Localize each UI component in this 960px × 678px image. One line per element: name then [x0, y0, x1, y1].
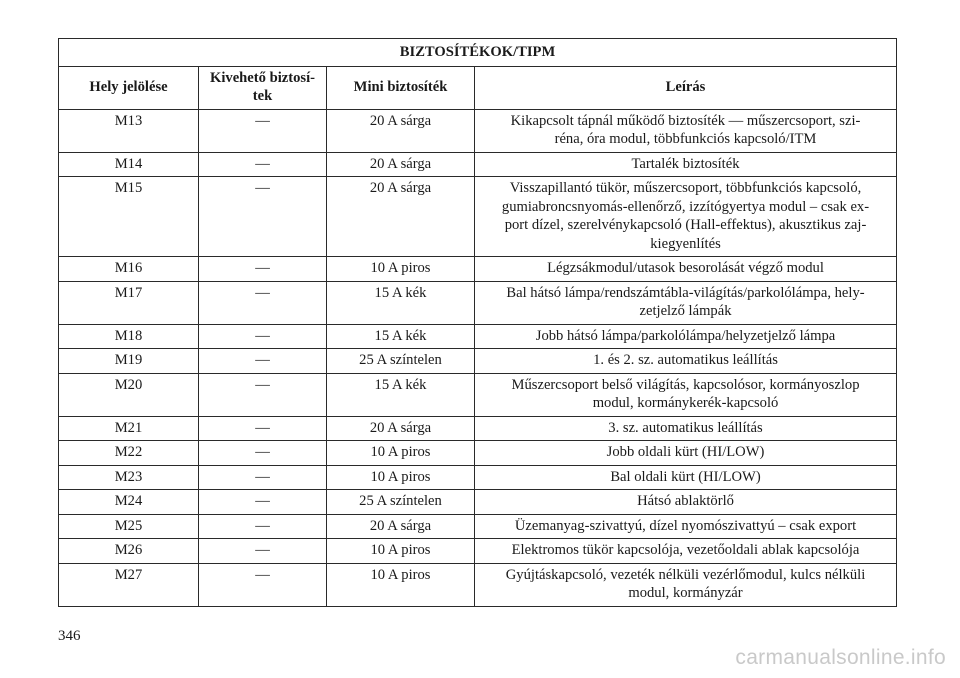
cell-cartridge-fuse: — — [199, 416, 327, 441]
cell-description: Jobb hátsó lámpa/parkolólámpa/helyzetjelző lámpa — [475, 324, 897, 349]
table-row — [59, 465, 897, 490]
header-row — [59, 66, 897, 109]
header-mini-fuse: Mini biztosíték — [327, 66, 475, 109]
cell-cartridge-fuse: — — [199, 109, 327, 152]
cell-cartridge-fuse: — — [199, 373, 327, 416]
cell-cartridge-fuse: — — [199, 514, 327, 539]
cell-description: Üzemanyag-szivattyú, dízel nyomószivattyú – csak export — [475, 514, 897, 539]
cell-location: M22 — [59, 441, 199, 466]
table-row — [59, 349, 897, 374]
cell-location: M18 — [59, 324, 199, 349]
table-title: BIZTOSÍTÉKOK/TIPM — [59, 39, 897, 67]
cell-location: M27 — [59, 563, 199, 606]
cell-mini-fuse: 15 A kék — [327, 281, 475, 324]
cell-location: M15 — [59, 177, 199, 257]
cell-location: M16 — [59, 257, 199, 282]
cell-mini-fuse: 10 A piros — [327, 257, 475, 282]
table-row — [59, 257, 897, 282]
cell-description: Jobb oldali kürt (HI/LOW) — [475, 441, 897, 466]
cell-location: M14 — [59, 152, 199, 177]
cell-cartridge-fuse: — — [199, 324, 327, 349]
cell-cartridge-fuse: — — [199, 281, 327, 324]
cell-location: M25 — [59, 514, 199, 539]
header-location: Hely jelölése — [59, 66, 199, 109]
cell-description: 1. és 2. sz. automatikus leállítás — [475, 349, 897, 374]
cell-mini-fuse: 10 A piros — [327, 539, 475, 564]
cell-cartridge-fuse: — — [199, 257, 327, 282]
cell-mini-fuse: 25 A színtelen — [327, 490, 475, 515]
cell-location: M17 — [59, 281, 199, 324]
cell-mini-fuse: 20 A sárga — [327, 514, 475, 539]
cell-mini-fuse: 20 A sárga — [327, 177, 475, 257]
cell-cartridge-fuse: — — [199, 490, 327, 515]
cell-cartridge-fuse: — — [199, 177, 327, 257]
table-row — [59, 152, 897, 177]
cell-mini-fuse: 25 A színtelen — [327, 349, 475, 374]
table-body — [59, 109, 897, 606]
cell-mini-fuse: 15 A kék — [327, 373, 475, 416]
cell-mini-fuse: 10 A piros — [327, 465, 475, 490]
table-row — [59, 441, 897, 466]
cell-mini-fuse: 20 A sárga — [327, 109, 475, 152]
cell-location: M23 — [59, 465, 199, 490]
cell-cartridge-fuse: — — [199, 539, 327, 564]
table-row — [59, 177, 897, 257]
cell-description: Bal hátsó lámpa/rendszámtábla-világítás/parkolólámpa, hely- zetjelző lámpák — [475, 281, 897, 324]
cell-location: M19 — [59, 349, 199, 374]
cell-description: Kikapcsolt tápnál működő biztosíték — műszercsoport, szi- réna, óra modul, többfunkciós kapcsoló/ITM — [475, 109, 897, 152]
cell-mini-fuse: 10 A piros — [327, 563, 475, 606]
table-row — [59, 563, 897, 606]
cell-cartridge-fuse: — — [199, 465, 327, 490]
cell-location: M26 — [59, 539, 199, 564]
cell-location: M13 — [59, 109, 199, 152]
table-row — [59, 514, 897, 539]
fuse-table — [58, 38, 897, 607]
cell-description: Tartalék biztosíték — [475, 152, 897, 177]
table-row — [59, 490, 897, 515]
cell-location: M24 — [59, 490, 199, 515]
cell-location: M20 — [59, 373, 199, 416]
header-cartridge-fuse: Kivehető biztosí- tek — [199, 66, 327, 109]
watermark: carmanualsonline.info — [735, 646, 946, 669]
table-row — [59, 373, 897, 416]
cell-description: Hátsó ablaktörlő — [475, 490, 897, 515]
table-row — [59, 109, 897, 152]
cell-cartridge-fuse: — — [199, 563, 327, 606]
cell-cartridge-fuse: — — [199, 152, 327, 177]
header-description: Leírás — [475, 66, 897, 109]
cell-description: Műszercsoport belső világítás, kapcsolósor, kormányoszlop modul, kormánykerék-kapcsoló — [475, 373, 897, 416]
page-number: 346 — [58, 628, 81, 644]
table-row — [59, 324, 897, 349]
table-row — [59, 416, 897, 441]
cell-location: M21 — [59, 416, 199, 441]
cell-description: Visszapillantó tükör, műszercsoport, többfunkciós kapcsoló, gumiabroncsnyomás-ellenőrző, izzítógyertya modul – csak ex- port dízel, szerelvénykapcsoló (Hall-effektus), akusztikus zaj- kiegyenlítés — [475, 177, 897, 257]
cell-description: Elektromos tükör kapcsolója, vezetőoldali ablak kapcsolója — [475, 539, 897, 564]
cell-mini-fuse: 20 A sárga — [327, 416, 475, 441]
cell-description: Légzsákmodul/utasok besorolását végző modul — [475, 257, 897, 282]
cell-mini-fuse: 10 A piros — [327, 441, 475, 466]
cell-description: Gyújtáskapcsoló, vezeték nélküli vezérlőmodul, kulcs nélküli modul, kormányzár — [475, 563, 897, 606]
cell-cartridge-fuse: — — [199, 441, 327, 466]
cell-mini-fuse: 20 A sárga — [327, 152, 475, 177]
cell-mini-fuse: 15 A kék — [327, 324, 475, 349]
table-row — [59, 539, 897, 564]
cell-description: Bal oldali kürt (HI/LOW) — [475, 465, 897, 490]
cell-cartridge-fuse: — — [199, 349, 327, 374]
cell-description: 3. sz. automatikus leállítás — [475, 416, 897, 441]
table-row — [59, 281, 897, 324]
